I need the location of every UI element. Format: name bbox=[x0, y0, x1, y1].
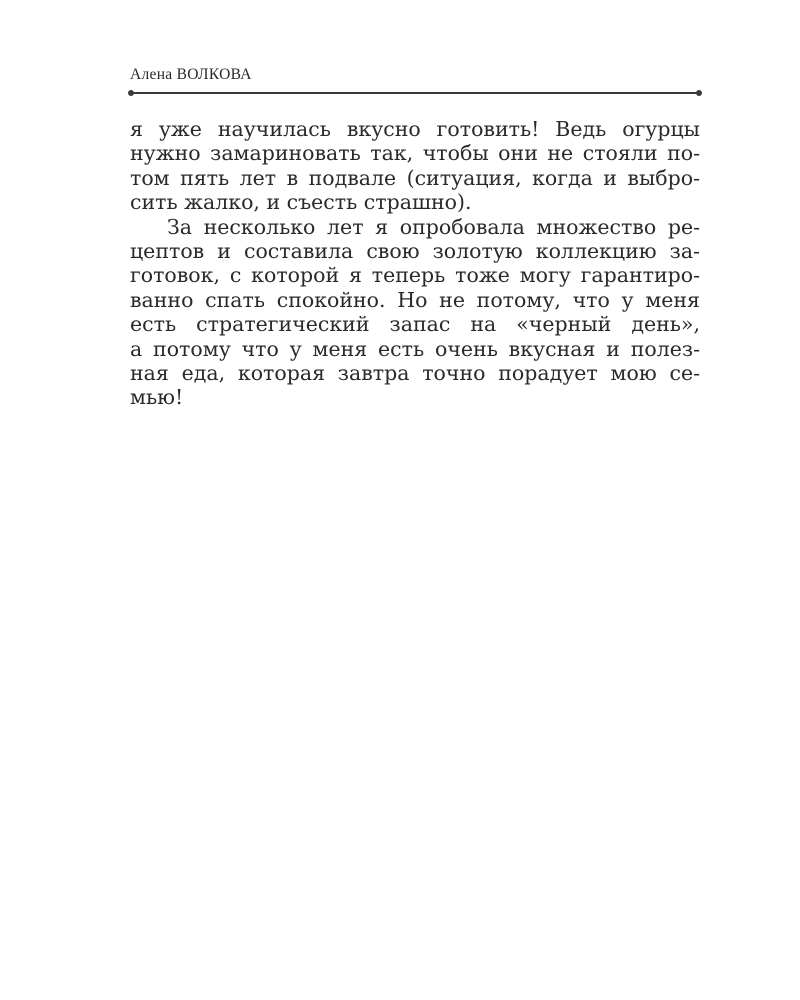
text-line: есть стратегический запас на «черный день», bbox=[130, 312, 700, 337]
running-head-author: Алена ВОЛКОВА bbox=[130, 66, 252, 83]
text-line: ная еда, которая завтра точно порадует мою се- bbox=[130, 360, 700, 385]
text-line: мью! bbox=[130, 385, 184, 410]
text-line: я уже научилась вкусно готовить! Ведь огурцы bbox=[130, 117, 700, 141]
text-line: а потому что у меня есть очень вкусная и полез- bbox=[130, 336, 700, 361]
text-line: ванно спать спокойно. Но не потому, что у меня bbox=[130, 287, 700, 312]
body-text bbox=[130, 117, 700, 410]
text-line: готовок, с которой я теперь тоже могу гарантиро- bbox=[130, 263, 700, 288]
paragraph-1 bbox=[130, 117, 700, 215]
paragraph-2 bbox=[130, 215, 700, 410]
text-line: том пять лет в подвале (ситуация, когда и выбро- bbox=[130, 165, 700, 190]
text-line: сить жалко, и съесть страшно). bbox=[130, 190, 472, 215]
text-line: нужно замариновать так, чтобы они не стояли по- bbox=[130, 141, 700, 166]
header-rule bbox=[130, 92, 700, 94]
rule-dot-right bbox=[696, 90, 702, 96]
rule-dot-left bbox=[128, 90, 134, 96]
text-line: цептов и составила свою золотую коллекцию за- bbox=[130, 238, 700, 263]
text-line: За несколько лет я опробовала множество ре- bbox=[167, 214, 700, 239]
